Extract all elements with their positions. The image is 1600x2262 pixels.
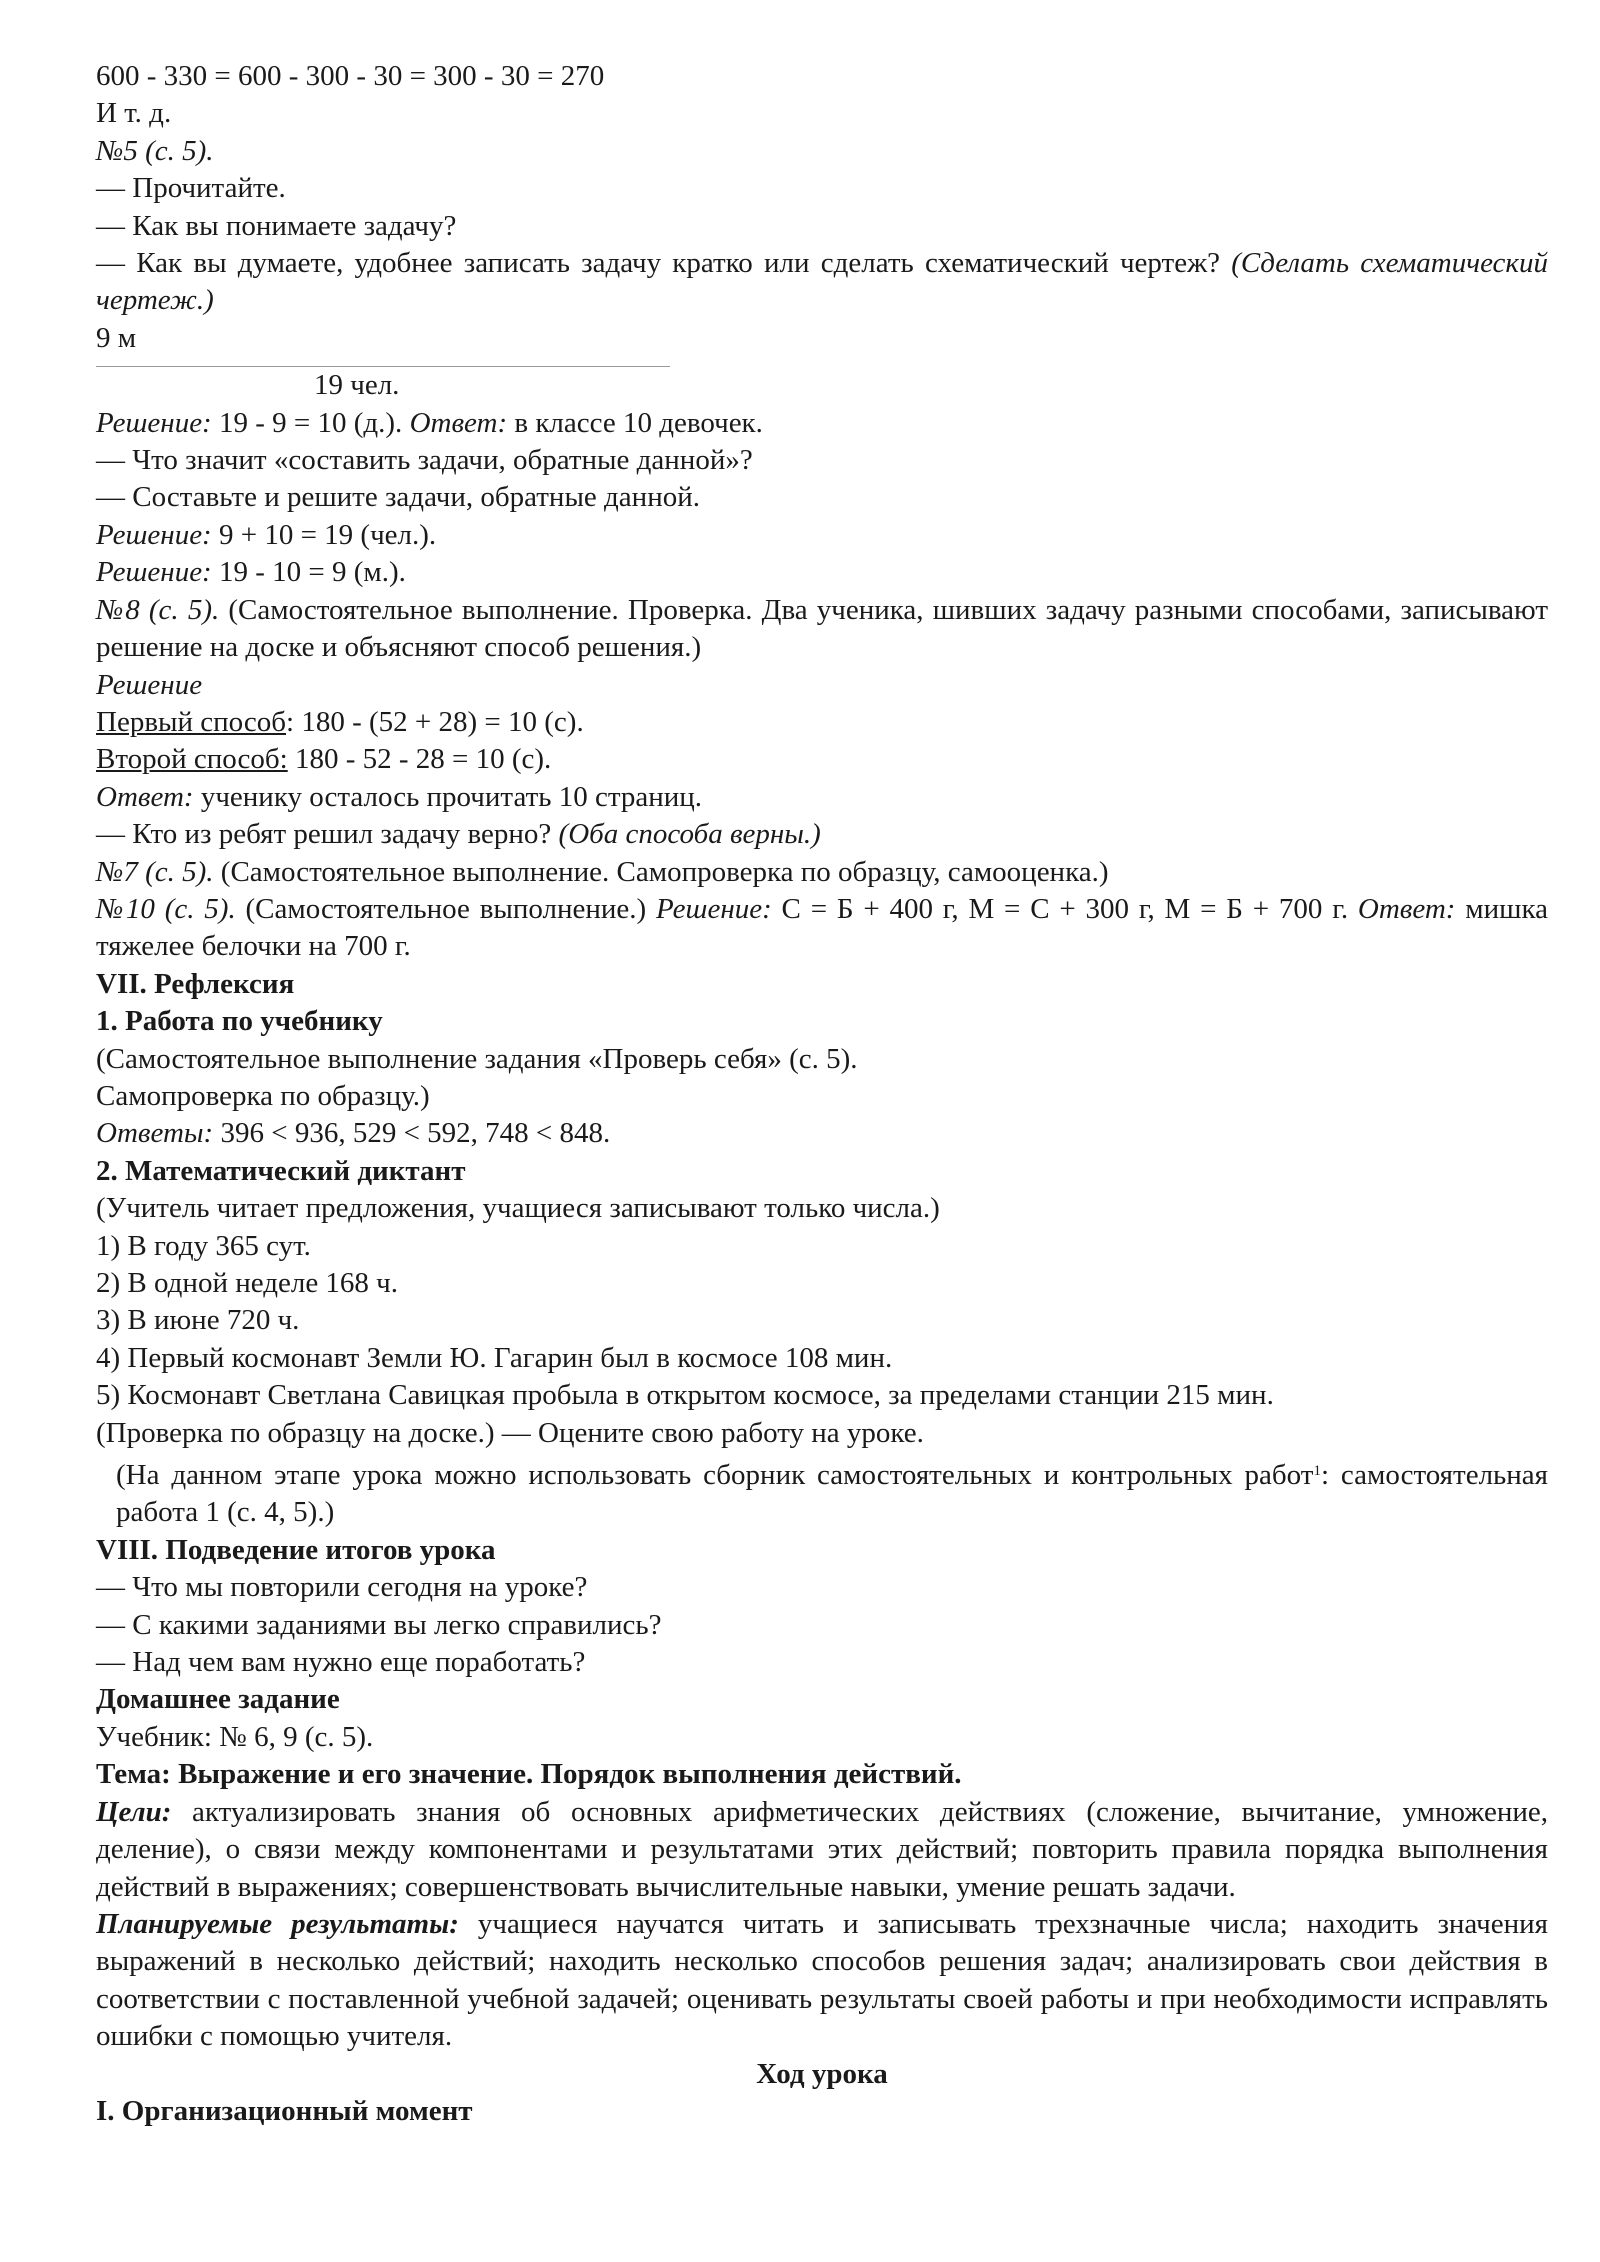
section-reflection-heading: VII. Рефлексия	[96, 967, 295, 1000]
planned-results-paragraph: Планируемые результаты: учащиеся научатся читать и записывать трехзначные числа; находить значения выражений в несколько действий; находить несколько способов решения задач; анализировать свои действия в соответствии с поставленной учебной задачей; оценивать результаты своей работы и при необходимости исправлять ошибки с помощью учителя.	[96, 1907, 1548, 2053]
check-line: (Проверка по образцу на доске.) — Оцените свою работу на уроке.	[96, 1416, 924, 1449]
dictation-item-5: 5) Космонавт Светлана Савицкая пробыла в открытом космосе, за пределами станции 215 мин.	[96, 1379, 1274, 1412]
equation-line: 600 - 330 = 600 - 300 - 30 = 300 - 30 = 270	[96, 60, 605, 92]
homework-heading: Домашнее задание	[96, 1683, 340, 1716]
answer-line-1: Ответ: ученику осталось прочитать 10 страниц.	[96, 780, 703, 813]
section-org-heading: I. Организационный момент	[96, 2094, 473, 2127]
solution-line-1: Решение: 19 - 9 = 10 (д.). Ответ: в классе 10 девочек.	[96, 406, 763, 439]
textbook-line-1: (Самостоятельное выполнение задания «Проверь себя» (с. 5).	[96, 1042, 858, 1075]
task-10-paragraph: №10 (с. 5). (Самостоятельное выполнение.) Решение: С = Б + 400 г, М = С + 300 г, М = Б + 700 г. Ответ: мишка тяжелее белочки на 700 г.	[96, 892, 1548, 963]
summary-question-2: — С какими заданиями вы легко справились?	[96, 1608, 662, 1641]
task-5-heading: №5 (с. 5).	[96, 134, 214, 167]
question-understand: — Как вы понимаете задачу?	[96, 209, 457, 242]
etc-line: И т. д.	[96, 97, 172, 130]
solution-heading: Решение	[96, 668, 203, 701]
subsection-textbook-heading: 1. Работа по учебнику	[96, 1005, 383, 1038]
footnote-mark: 1	[1313, 1463, 1321, 1480]
first-method: Первый способ: 180 - (52 + 28) = 10 (с).	[96, 705, 584, 738]
lesson-progress-heading: Ход урока	[756, 2057, 888, 2090]
summary-question-1: — Что мы повторили сегодня на уроке?	[96, 1571, 588, 1604]
collection-note: (На данном этапе урока можно использовать сборник самостоятельных и контрольных работ$^1$: самостоятельная работа 1 (с. 4, 5).)	[116, 1459, 1548, 1529]
dictation-item-2: 2) В одной неделе 168 ч.	[96, 1267, 399, 1299]
question-read: — Прочитайте.	[96, 172, 286, 205]
question-compose: — Составьте и решите задачи, обратные данной.	[96, 481, 700, 514]
question-inverse: — Что значит «составить задачи, обратные данной»?	[96, 444, 753, 477]
solution-line-2: Решение: 9 + 10 = 19 (чел.).	[96, 518, 437, 551]
dictation-item-3: 3) В июне 720 ч.	[96, 1304, 300, 1337]
question-record-answer: (Сделать схематический чертеж.)	[96, 247, 1548, 317]
diagram-label-boys: 9 м	[96, 321, 137, 354]
task-7-line: №7 (с. 5). (Самостоятельное выполнение. Самопроверка по образцу, самооценка.)	[96, 855, 1109, 888]
diagram-label-total: 19 чел.	[314, 369, 400, 402]
document-page	[96, 58, 1548, 2130]
homework-line: Учебник: № 6, 9 (с. 5).	[96, 1720, 374, 1753]
textbook-line-2: Самопроверка по образцу.)	[96, 1079, 430, 1112]
dictation-item-1: 1) В году 365 сут.	[96, 1229, 311, 1262]
task-8-paragraph: №8 (с. 5). (Самостоятельное выполнение. Проверка. Два ученика, шивших задачу разными способами, записывают решение на доске и объясняют способ решения.)	[96, 593, 1548, 664]
dictation-intro: (Учитель читает предложения, учащиеся записывают только числа.)	[96, 1192, 940, 1225]
second-method: Второй способ: 180 - 52 - 28 = 10 (с).	[96, 743, 552, 776]
question-who-correct: — Кто из ребят решил задачу верно? (Оба способа верны.)	[96, 818, 821, 851]
solution-line-3: Решение: 19 - 10 = 9 (м.).	[96, 556, 406, 589]
dictation-item-4: 4) Первый космонавт Земли Ю. Гагарин был в космосе 108 мин.	[96, 1341, 893, 1374]
question-record	[96, 245, 1548, 320]
goals-paragraph: Цели: актуализировать знания об основных арифметических действиях (сложение, вычитание, умножение, деление), о связи между компонентами и результатами этих действий; повторить правила порядка выполнения действий в выражениях; совершенствовать вычислительные навыки, умение решать задачи.	[96, 1795, 1548, 1903]
question-record-text: — Как вы думаете, удобнее записать задачу кратко или сделать схематический чертеж?	[96, 247, 1232, 280]
summary-question-3: — Над чем вам нужно еще поработать?	[96, 1646, 586, 1679]
topic-heading: Тема: Выражение и его значение. Порядок выполнения действий.	[96, 1758, 962, 1791]
answers-line: Ответы: 396 < 936, 529 < 592, 748 < 848.	[96, 1117, 611, 1150]
subsection-dictation-heading: 2. Математический диктант	[96, 1154, 466, 1187]
section-summary-heading: VIII. Подведение итогов урока	[96, 1533, 496, 1566]
